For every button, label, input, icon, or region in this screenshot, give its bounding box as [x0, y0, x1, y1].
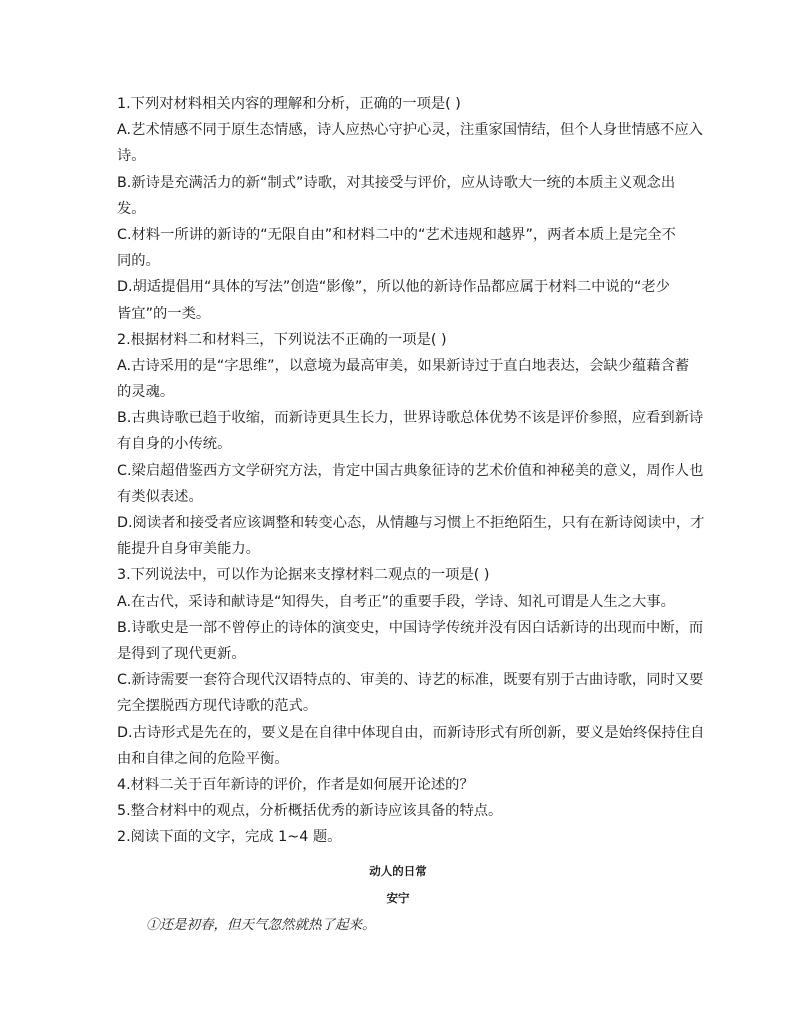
- q1-option-b-line1: B.新诗是充满活力的新“制式”诗歌，对其接受与评价，应从诗歌大一统的本质主义观念出: [117, 174, 676, 191]
- q3-option-b-line2: 是得到了现代更新。: [117, 645, 246, 662]
- q2-stem: 2.根据材料二和材料三，下列说法不正确的一项是( ): [117, 331, 447, 348]
- q1-option-c-line1: C.材料一所讲的新诗的“无限自由”和材料二中的“艺术违规和越界”，两者本质上是完全不: [117, 226, 676, 243]
- q3-stem: 3.下列说法中，可以作为论据来支撑材料二观点的一项是( ): [117, 567, 490, 584]
- q3-option-b-line1: B.诗歌史是一部不曾停止的诗体的演变史，中国诗学传统并没有因白话新诗的出现而中断，而: [117, 619, 704, 636]
- q1-stem: 1.下列对材料相关内容的理解和分析，正确的一项是( ): [117, 96, 461, 112]
- q3-option-c-line1: C.新诗需要一套符合现代汉语特点的、审美的、诗艺的标准，既要有别于古曲诗歌，同时又要: [117, 672, 704, 689]
- q2-option-b-line2: 有自身的小传统。: [117, 436, 232, 453]
- q1-option-c-line2: 同的。: [117, 253, 160, 270]
- q2-option-b-line1: B.古典诗歌已趋于收缩，而新诗更具生长力，世界诗歌总体优势不该是评价参照，应看到新诗: [117, 410, 704, 427]
- q1-option-a-line2: 诗。: [117, 148, 146, 165]
- q2-option-a-line1: A.古诗采用的是“字思维”，以意境为最高审美，如果新诗过于直白地表达，会缺少蕴藉含蓄: [117, 357, 690, 374]
- q2-option-d-line2: 能提升自身审美能力。: [117, 541, 260, 558]
- article-title: 动人的日常: [369, 864, 427, 878]
- q3-option-d-line1: D.古诗形式是先在的，要义是在自律中体现自由，而新诗形式有所创新，要义是始终保持住自: [117, 724, 705, 741]
- article-author: 安宁: [386, 891, 410, 905]
- q1-option-a-line1: A.艺术情感不同于原生态情感，诗人应热心守护心灵，注重家国情结，但个人身世情感不应入: [117, 122, 703, 139]
- article-paragraph-1: ①还是初春，但天气忽然就热了起来。: [146, 917, 376, 933]
- q4-stem: 4.材料二关于百年新诗的评价，作者是如何展开论述的？: [117, 776, 474, 793]
- q2-option-a-line2: 的灵魂。: [117, 384, 175, 401]
- q2-option-c-line1: C.梁启超借鉴西方文学研究方法，肯定中国古典象征诗的艺术价值和神秘美的意义，周作人也: [117, 462, 704, 479]
- q1-option-d-line2: 皆宜”的一类。: [117, 305, 211, 322]
- section-2-heading: 2.阅读下面的文字，完成 1~4 题。: [117, 829, 342, 846]
- q5-stem: 5.整合材料中的观点，分析概括优秀的新诗应该具备的特点。: [117, 803, 503, 820]
- q2-option-d-line1: D.阅读者和接受者应该调整和转变心态，从情趣与习惯上不拒绝陌生，只有在新诗阅读中，才: [117, 515, 705, 531]
- q3-option-a-line1: A.在古代，采诗和献诗是“知得失，自考正”的重要手段，学诗、知礼可谓是人生之大事。: [117, 593, 675, 610]
- q1-option-b-line2: 发。: [117, 200, 146, 217]
- question-block: [117, 91, 705, 850]
- q1-option-d-line1: D.胡适提倡用“具体的写法”创造“影像”，所以他的新诗作品都应属于材料二中说的“老少: [117, 279, 670, 296]
- q3-option-d-line2: 由和自律之间的危险平衡。: [117, 750, 289, 767]
- q2-option-c-line2: 有类似表述。: [117, 488, 203, 505]
- q3-option-c-line2: 完全摆脱西方现代诗歌的范式。: [117, 698, 318, 715]
